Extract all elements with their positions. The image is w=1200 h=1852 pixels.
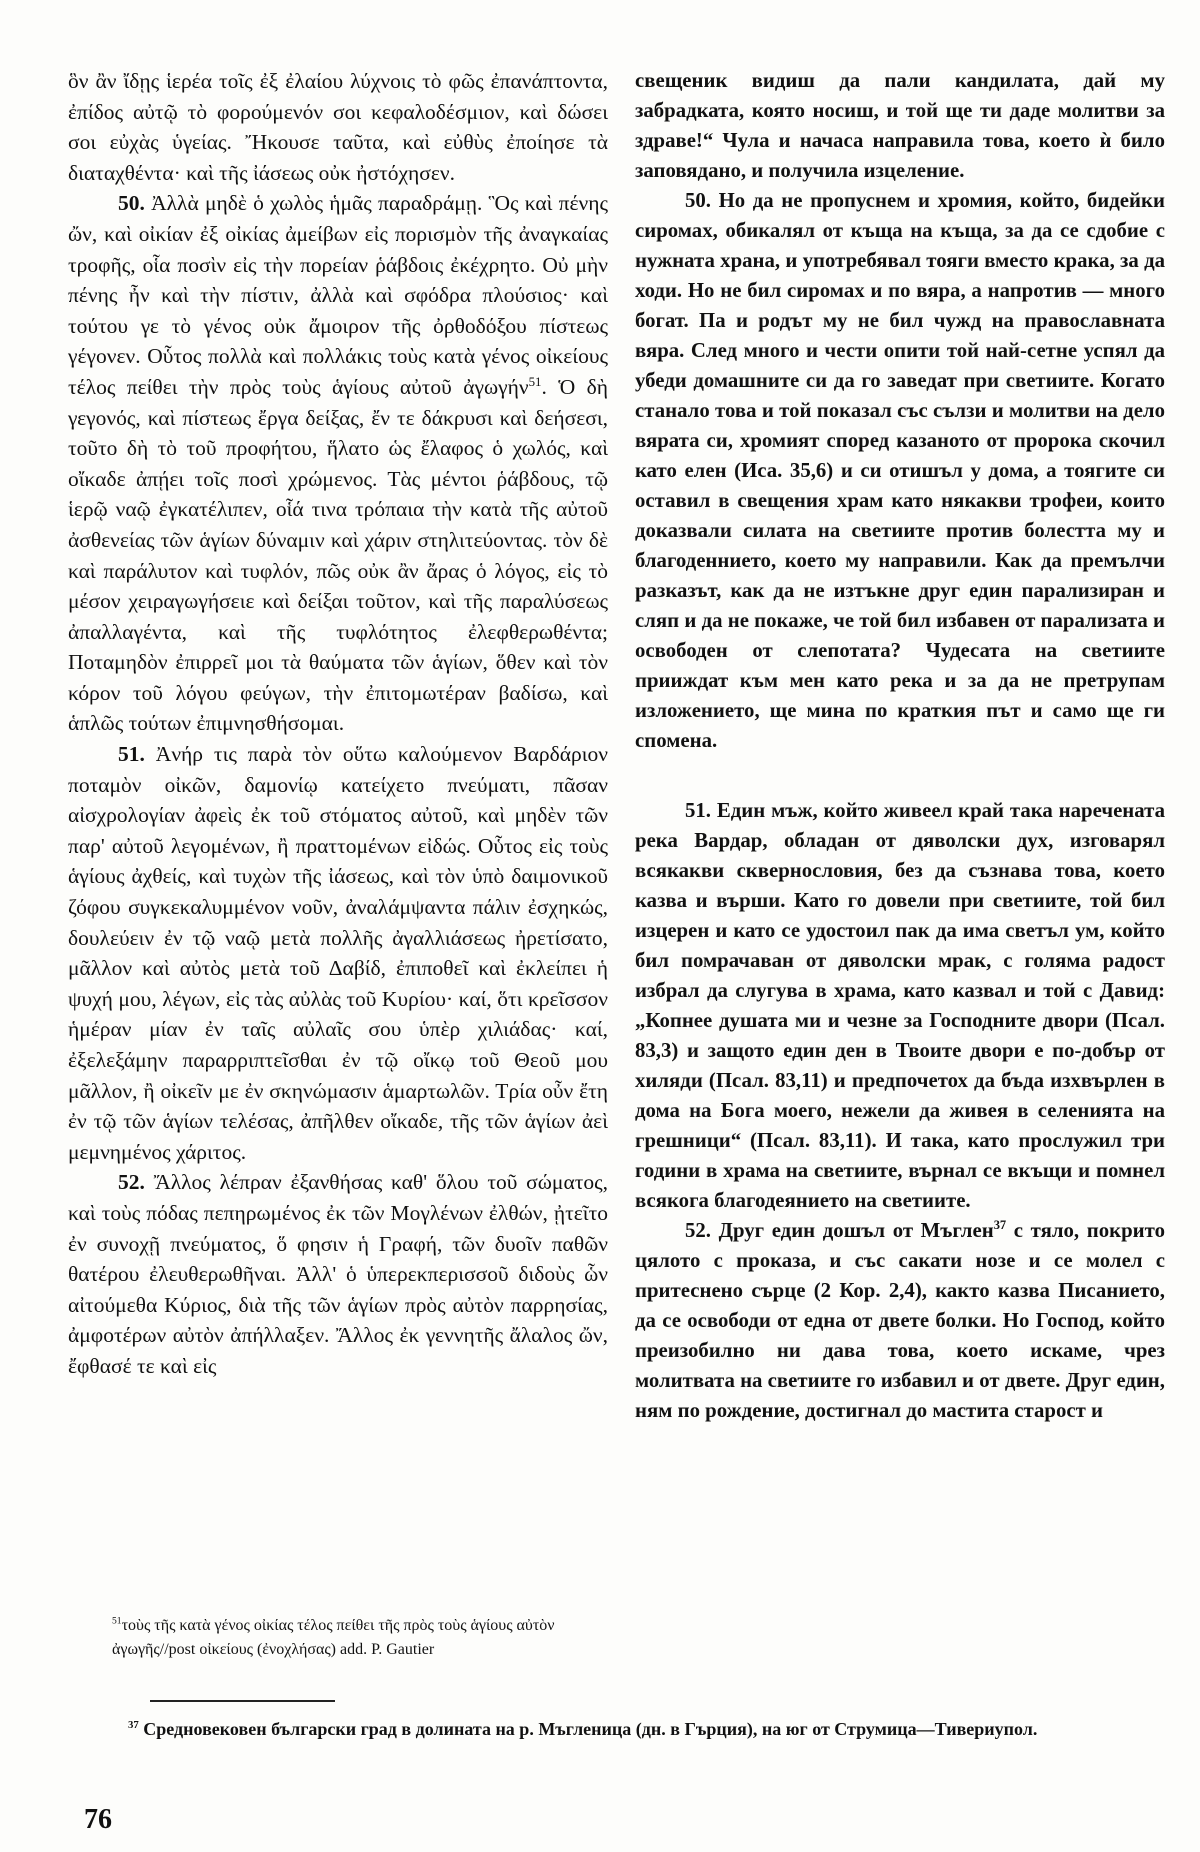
greek-column — [68, 66, 608, 1382]
paragraph-number: 52. — [685, 1219, 711, 1242]
greek-paragraph-50: 50. Ἀλλὰ μηδὲ ὁ χωλὸς ἡμᾶς παραδράμῃ. Ὃς καὶ πένης ὤν, καὶ οἰκίαν ἐξ οἰκίας ἀμείβων εἰς πορισμὸν τῆς ἀναγκαίας τροφῆς, οἷα ποσὶν εἰς τὴν πορείαν ῥάβδοις ἐκέχρητο. Οὐ μὴν πένης ἦν καὶ τὴν πίστιν, ἀλλὰ καὶ σφόδρα πλούσιος· καὶ τούτου γε τὸ γένος οὐκ ἄμοιρον τῆς ὀρθοδόξου πίστεως γέγονεν. Οὗτος πολλὰ καὶ πολλάκις τοὺς κατὰ γένος οἰκείους τέλος πείθει τὴν πρὸς τοὺς ἁγίους αὐτοῦ ἀγωγήν$^{51}$. Ὁ δὴ γεγονός, καὶ πίστεως ἔργα δείξας, ἔν τε δάκρυσι καὶ δεήσεσι, τοῦτο δὴ τὸ τοῦ προφήτου, ἥλατο ὡς ἔλαφος ὁ χωλός, καὶ οἴκαδε ἀπῄει τοῖς ποσὶ χρώμενος. Τὰς μέντοι ῥάβδους, τῷ ἱερῷ ναῷ ἐγκατέλιπεν, οἷά τινα τρόπαια τὴν κατὰ τῆς αὐτοῦ ἀσθενείας τῶν ἁγίων δύναμιν καὶ χάριν στηλιτεύοντας. τὸν δὲ καὶ παράλυτον καὶ τυφλόν, πῶς οὐκ ἂν ἄρας ὁ λόγος, εἰς τὸ μέσον χειραγωγήσειε καὶ δείξαι τοῦτον, καὶ τῆς παραλύσεως ἀπαλλαγέντα, καὶ τῆς τυφλότητος ἐλεφθερωθέντα; Ποταμηδὸν ἐπιρρεῖ μοι τὰ θαύματα τῶν ἁγίων, ὅθεν καὶ τὸν κόρον τοῦ λόγου φεύγων, τὴν ἐπιτομωτέραν βαδίσω, καὶ ἁπλῶς τούτων ἐπιμνησθήσομαι. — [68, 191, 609, 736]
paragraph-gap — [635, 756, 1165, 796]
greek-paragraph-51: 51. Ἀνήρ τις παρὰ τὸν οὕτω καλούμενον Βαρδάριον ποταμὸν οἰκῶν, δαμονίῳ κατείχετο πνεύματι, πᾶσαν αἰσχρολογίαν ἀφεὶς ἐκ τοῦ στόματος αὐτοῦ, καὶ μηδὲν τῶν παρ' αὐτοῦ λεγομένων, ἢ πραττομένων εἰδώς. Οὗτος εἰς τοὺς ἁγίους ἀχθείς, καὶ τυχὼν τῆς ἰάσεως, καὶ τὸν ὑπὸ δαιμονικοῦ ζόφου συγκεκαλυμμένον νοῦν, ἀναλάμψαντα πάλιν ἐσχηκώς, δουλεύειν ἐν τῷ ναῷ μετὰ πολλῆς ἀγαλλιάσεως ἠρετίσατο, μᾶλλον καὶ αὐτὸς μετὰ τοῦ Δαβίδ, ἐπιποθεῖ καὶ ἐκλείπει ἡ ψυχή μου, λέγων, εἰς τὰς αὐλὰς τοῦ Κυρίου· καί, ὅτι κρεῖσσον ἡμέραν μίαν ἐν ταῖς αὐλαῖς σου ὑπὲρ χιλιάδας· καί, ἐξελεξάμην παραρριπτεῖσθαι ἐν τῷ οἴκῳ τοῦ Θεοῦ μου μᾶλλον, ἢ οἰκεῖν με ἐν σκηνώμασιν ἁμαρτωλῶν. Τρία οὖν ἔτη ἐν τῷ τῶν ἁγίων τελέσας, ἀπῆλθεν οἴκαδε, τῆς τῶν ἁγίων ἀεὶ μεμνημένος χάριτος. — [68, 742, 609, 1164]
footnote-marker: 51 — [528, 374, 542, 389]
paragraph-number: 51. — [118, 742, 145, 767]
bulgarian-footnote: $^{37}$ Средновековен български град в долината на р. Мъгленица (дн. в Гърция), на юг от Струмица—Тивериупол. — [128, 1719, 1038, 1739]
paragraph-number: 50. — [118, 191, 145, 216]
bulgarian-paragraph-51: 51. Един мъж, който живеел край така наречената река Вардар, обладан от дяволски дух, изговарял всякакви сквернословия, без да съзнава това, което казва и върши. Като го довели при светиите, той бил изцерен и като се удостоил пак да има светъл ум, който бил помрачаван от дяволски мрак, с голяма радост избрал да слугува в храма, като казвал и той с Давид: „Копнее душата ми и чезне за Господните двори (Псал. 83,3) и защото един ден в Твоите двори е по-добър от хиляди (Псал. 83,11) и предпочетох да бъда изхвърлен в дома на Бога моего, нежели да живея в селенията на грешници“ (Псал. 83,11). И така, като прослужил три години в храма на светиите, върнал се вкъщи и помнел всякога благодеянието на светиите. — [635, 799, 1166, 1212]
greek-apparatus-note: $^{51}$τοὺς τῆς κατὰ γένος οἰκίας τέλος πείθει τῆς πρὸς τοὺς ἁγίους αὐτὸν ἀγωγῆς//post οἰκείους (ἐνοχλήσας) add. P. Gautier — [112, 1615, 555, 1658]
footnote-divider — [150, 1700, 335, 1702]
bulgarian-paragraph-intro: свещеник видиш да пали кандилата, дай му забрадката, която носиш, и той ще ти даде молитви за здраве!“ Чула и начаса направила това, което ѝ било заповядано, и получила изцеление. — [635, 69, 1165, 182]
bulgarian-paragraph-52: 52. Друг един дошъл от Мъглен$^{37}$ с тяло, покрито цялото с проказа, и със сакати нозе и се молел с притеснено сърце (2 Кор. 2,4), както казва Писанието, да се освободи от една от двете болки. Но Господ, който преизобилно ни дава това, което искаме, чрез молитвата на светиите го избавил и от двете. Друг един, ням по рождение, достигнал до мастита старост и — [635, 1218, 1165, 1422]
greek-paragraph-52: 52. Ἄλλος λέπραν ἐξανθήσας καθ' ὅλου τοῦ σώματος, καὶ τοὺς πόδας πεπηρωμένος ἐκ τῶν Μογλένων ἐλθών, ᾐτεῖτο ἐν συνοχῇ πνεύματος, ὅ φησιν ἡ Γραφή, τῶν δυοῖν παθῶν θατέρου ἐλευθερωθῆναι. Ἀλλ' ὁ ὑπερεκπερισσοῦ διδοὺς ὧν αἰτούμεθα Κύριος, διὰ τῆς τῶν ἁγίων πρὸς αὐτὸν παρρησίας, ἀμφοτέρων αὐτὸν ἀπήλλαξεν. Ἄλλος ἐκ γεννητῆς ἄλαλος ὤν, ἔφθασέ τε καὶ εἰς — [68, 1170, 608, 1378]
footnote-marker: 51 — [112, 1615, 122, 1627]
bulgarian-paragraph-50: 50. Но да не пропуснем и хромия, който, бидейки сиромах, обикалял от къща на къща, за да се сдобие с нужната храна, и употребявал тояги вместо крака, за да ходи. Но не бил сиромах и по вяра, а напротив — много богат. Па и родът му не бил чужд на православната вяра. След много и чести опити той най-сетне успял да убеди домашните си да го заведат при светиите. Когато станало това и той показал със сълзи и молитви на дело вярата си, хромият според казаното от пророка скочил като елен (Иса. 35,6) и си отишъл у дома, а тоягите си оставил в свещения храм като някакви трофеи, които доказвали силата на светиите против болестта му и благоденнието, което му направили. Как да премълчи разказът, как да не изтъкне друг един парализиран и сляп и да не покаже, че той бил избавен от парализата и освободен от слепотата? Чудесата на светиите прииждат към мен като река и за да не претрупам изложението, ще мина по краткия път и само ще ги спомена. — [635, 189, 1165, 752]
bulgarian-column — [635, 66, 1165, 1426]
footnote-marker: 37 — [993, 1218, 1007, 1233]
greek-paragraph-intro: ὃν ἂν ἴδῃς ἱερέα τοῖς ἐξ ἐλαίου λύχνοις τὸ φῶς ἐπανάπτοντα, ἐπίδος αὐτῷ τὸ φορούμενόν σοι κεφαλοδέσμιον, καὶ δώσει σοι εὐχὰς ὑγείας. Ἤκουσε ταῦτα, καὶ εὐθὺς ἐποίησε τὰ διαταχθέντα· καὶ τῆς ἰάσεως οὐκ ἠστόχησεν. — [68, 69, 608, 185]
footnote-marker: 37 — [128, 1719, 139, 1731]
page-number: 76 — [84, 1804, 112, 1835]
paragraph-number: 51. — [685, 799, 711, 822]
paragraph-number: 52. — [118, 1170, 145, 1195]
paragraph-number: 50. — [685, 189, 711, 212]
